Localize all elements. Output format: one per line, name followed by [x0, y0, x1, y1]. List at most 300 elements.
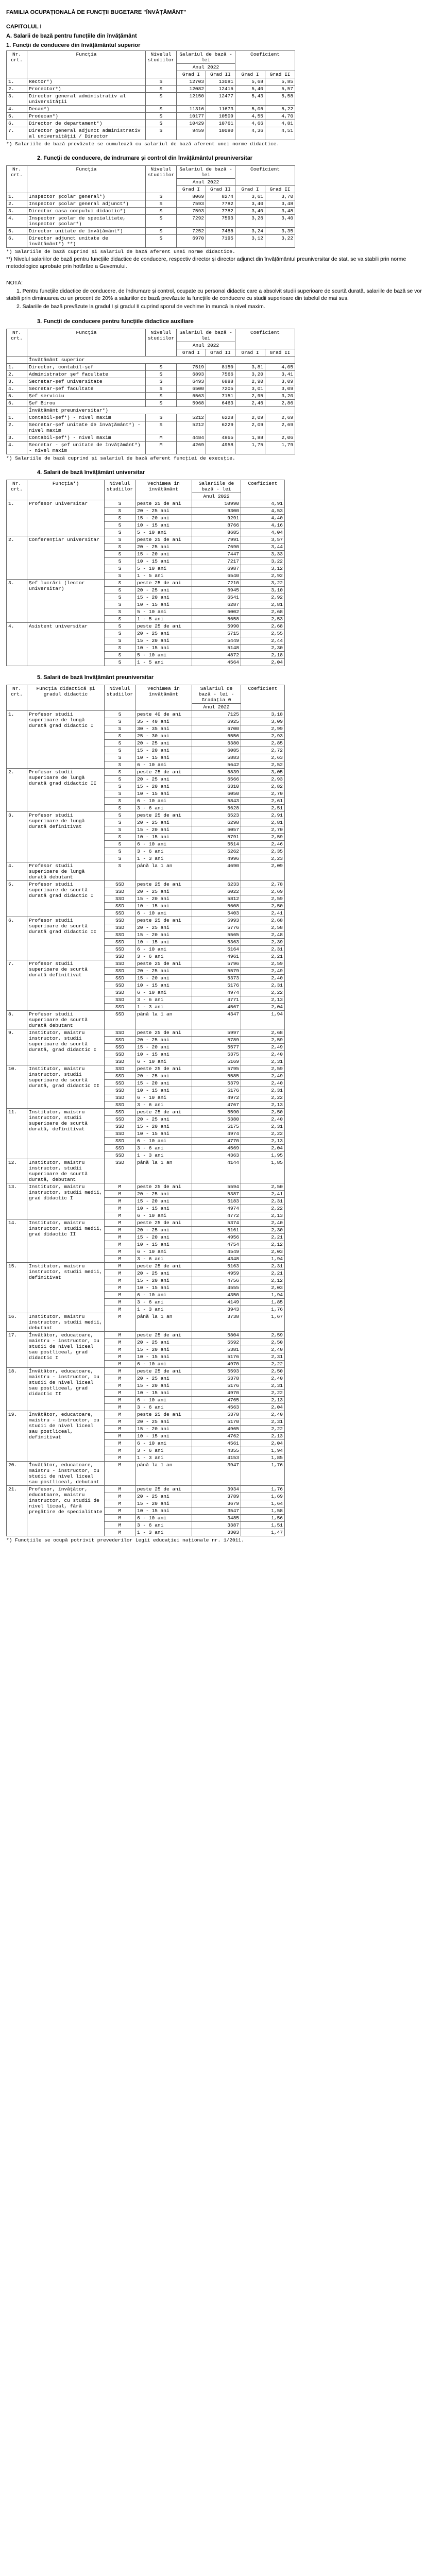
table-row [7, 106, 295, 113]
row-function: Învățător, educatoare, maistru - instructor, cu studii de nivel liceal sau postliceal, definitivat [27, 1411, 105, 1462]
row-coefficient: 2,48 [241, 931, 285, 939]
row-function: Institutor, maistru instructor, studii superioare de scurtă durată, grad didactic II [27, 1065, 105, 1109]
row-studies: M [105, 1433, 135, 1440]
row-studies: SSD [105, 931, 135, 939]
table-cell: 5968 [177, 400, 206, 407]
row-coefficient: 1,76 [241, 1306, 285, 1313]
table-cell: 4,81 [265, 120, 295, 127]
table-cell: 9459 [177, 127, 206, 140]
row-salary: 5804 [192, 1332, 241, 1339]
row-salary: 5608 [192, 903, 241, 910]
table-cell: 5,43 [235, 93, 265, 106]
row-function: Profesor studii superioare de scurtă durată grad didactic I [27, 881, 105, 917]
table-cell: 2,69 [265, 414, 295, 421]
table-cell: 13081 [206, 78, 235, 86]
row-seniority: 15 - 20 ani [135, 1346, 192, 1353]
header-studies: Nivelul studiilor [146, 329, 177, 357]
row-studies: SSD [105, 1029, 135, 1037]
header-nr: Nr. crt. [7, 51, 27, 78]
table-cell: S [146, 113, 177, 120]
row-seniority: 20 - 25 ani [135, 888, 192, 895]
table-cell: 3,01 [235, 385, 265, 393]
row-seniority: 20 - 25 ani [135, 1037, 192, 1044]
table-cell: 5,40 [235, 86, 265, 93]
table-cell: 10080 [206, 127, 235, 140]
row-seniority: 6 - 10 ani [135, 1440, 192, 1447]
header-coefficient: Coeficient [235, 329, 295, 349]
row-coefficient: 2,31 [241, 1382, 285, 1389]
table-cell: 5212 [177, 414, 206, 421]
table-row [7, 378, 295, 385]
row-seniority: 15 - 20 ani [135, 1123, 192, 1130]
row-salary: 5170 [192, 1418, 241, 1426]
row-salary: 5381 [192, 1346, 241, 1353]
row-studies: S [105, 558, 135, 565]
table-row [7, 228, 295, 235]
table-cell: M [146, 442, 177, 454]
table-cell: Prodecan*) [27, 113, 146, 120]
row-function: Institutor, maistru instructor, studii superioare de scurtă durată, debutant [27, 1159, 105, 1183]
row-salary: 5176 [192, 1087, 241, 1094]
header-row [7, 480, 285, 493]
row-studies: S [105, 783, 135, 790]
row-coefficient: 2,53 [241, 616, 285, 623]
table-row [7, 1219, 285, 1227]
row-salary: 5378 [192, 1411, 241, 1418]
row-salary: 4772 [192, 1212, 241, 1219]
table-cell: S [146, 378, 177, 385]
row-coefficient: 2,40 [241, 1411, 285, 1418]
table-row [7, 1486, 285, 1493]
table-row [7, 1462, 285, 1486]
row-seniority: 15 - 20 ani [135, 515, 192, 522]
row-salary: 6987 [192, 565, 241, 572]
row-salary: 5715 [192, 630, 241, 637]
row-nr: 10. [7, 1065, 27, 1109]
table-cell: 4958 [206, 442, 235, 454]
row-salary: 5843 [192, 798, 241, 805]
table-cell: 2,90 [235, 378, 265, 385]
table-cell: 2,09 [235, 421, 265, 434]
group-row [7, 407, 295, 414]
row-coefficient: 4,40 [241, 515, 285, 522]
row-seniority: 3 - 6 ani [135, 1404, 192, 1411]
row-seniority: 10 - 15 ani [135, 754, 192, 761]
row-coefficient: 2,40 [241, 975, 285, 982]
row-coefficient: 2,61 [241, 798, 285, 805]
row-studies: SSD [105, 1044, 135, 1051]
header-year: Anul 2022 [192, 493, 241, 500]
row-nr: 6. [7, 917, 27, 960]
row-salary: 4974 [192, 989, 241, 996]
row-salary: 5642 [192, 761, 241, 769]
table-cell: 3,61 [235, 193, 265, 200]
row-seniority: 20 - 25 ani [135, 1339, 192, 1346]
row-coefficient: 2,31 [241, 1353, 285, 1361]
group-row [7, 357, 295, 364]
row-function: Institutor, maistru instructor, studii medii, grad didactic II [27, 1219, 105, 1263]
row-coefficient: 2,49 [241, 1073, 285, 1080]
row-studies: S [105, 536, 135, 544]
table-cell: S [146, 414, 177, 421]
row-salary: 5449 [192, 637, 241, 645]
row-salary: 3738 [192, 1313, 241, 1332]
row-studies: S [105, 645, 135, 652]
row-studies: S [105, 551, 135, 558]
table-row [7, 1263, 285, 1270]
table-row [7, 769, 285, 776]
row-studies: SSD [105, 1051, 135, 1058]
row-studies: SSD [105, 1130, 135, 1138]
table-cell: 10761 [206, 120, 235, 127]
table-cell: 4,05 [265, 364, 295, 371]
row-coefficient: 2,59 [241, 834, 285, 841]
row-seniority: peste 25 de ani [135, 1332, 192, 1339]
row-coefficient: 2,78 [241, 881, 285, 888]
row-seniority: 1 - 5 ani [135, 572, 192, 580]
row-seniority: 15 - 20 ani [135, 1382, 192, 1389]
header-nr: Nr. crt. [7, 166, 27, 193]
row-coefficient: 2,40 [241, 1219, 285, 1227]
row-seniority: 20 - 25 ani [135, 507, 192, 515]
row-seniority: 6 - 10 ani [135, 1292, 192, 1299]
row-nr: 15. [7, 1263, 27, 1313]
row-salary: 4555 [192, 1284, 241, 1292]
table-cell: 8274 [206, 193, 235, 200]
table-university-salaries [6, 480, 285, 666]
row-studies: S [105, 637, 135, 645]
table-cell: 12477 [206, 93, 235, 106]
row-coefficient: 2,85 [241, 740, 285, 747]
table-cell: 3,09 [265, 378, 295, 385]
table-row [7, 1109, 285, 1116]
table-3-footnote: *) Salariile de bază cuprind și salariul de bază aferent funcției de execuție. [6, 455, 235, 461]
table-cell: 4. [7, 106, 27, 113]
table-cell: 3,35 [265, 228, 295, 235]
row-studies: S [105, 515, 135, 522]
row-studies: SSD [105, 1094, 135, 1101]
row-seniority: 15 - 20 ani [135, 1234, 192, 1241]
row-studies: S [105, 761, 135, 769]
header-grade: Grad II [206, 71, 235, 78]
row-salary: 5577 [192, 1044, 241, 1051]
table-cell: Rector*) [27, 78, 146, 86]
table-cell: 5,57 [265, 86, 295, 93]
table-row [7, 215, 295, 228]
row-salary: 5387 [192, 1191, 241, 1198]
table-cell: 6500 [177, 385, 206, 393]
table-cell: 3. [7, 208, 27, 215]
row-salary: 3943 [192, 1306, 241, 1313]
row-nr: 3. [7, 580, 27, 623]
table-row [7, 1011, 285, 1029]
row-nr: 11. [7, 1109, 27, 1159]
table-cell: 6229 [206, 421, 235, 434]
table-cell: Administrator șef facultate [27, 371, 146, 378]
row-coefficient: 2,04 [241, 1440, 285, 1447]
row-studies: M [105, 1447, 135, 1454]
row-seniority: 10 - 15 ani [135, 645, 192, 652]
row-coefficient: 1,85 [241, 1159, 285, 1183]
row-seniority: 3 - 6 ani [135, 805, 192, 812]
row-coefficient: 4,16 [241, 522, 285, 529]
table-cell: 3,81 [235, 364, 265, 371]
table-cell: S [146, 127, 177, 140]
row-salary: 4970 [192, 1389, 241, 1397]
table-row [7, 120, 295, 127]
row-studies: SSD [105, 989, 135, 996]
row-coefficient: 2,50 [241, 1109, 285, 1116]
row-nr: 17. [7, 1332, 27, 1368]
table-cell: Secretar-șef unitate de învățământ*) - nivel maxim [27, 421, 146, 434]
table-cell: 6228 [206, 414, 235, 421]
table-row [7, 364, 295, 371]
table-cell: Director, contabil-șef [27, 364, 146, 371]
row-studies: SSD [105, 1123, 135, 1130]
row-seniority: 6 - 10 ani [135, 946, 192, 953]
row-seniority: 20 - 25 ani [135, 1116, 192, 1123]
row-function: Șef lucrări (lector universitar) [27, 580, 105, 623]
row-coefficient: 1,94 [241, 1011, 285, 1029]
row-studies: M [105, 1375, 135, 1382]
table-cell: 4,36 [235, 127, 265, 140]
row-seniority: 10 - 15 ani [135, 1284, 192, 1292]
row-coefficient: 2,40 [241, 1375, 285, 1382]
row-coefficient: 2,30 [241, 1227, 285, 1234]
row-seniority: 3 - 6 ani [135, 1447, 192, 1454]
table-cell: Director general adjunct administrativ al universității / Director [27, 127, 146, 140]
row-salary: 5628 [192, 805, 241, 812]
row-coefficient: 2,70 [241, 826, 285, 834]
header-studies: Nivelul studiilor [146, 166, 177, 193]
row-studies: S [105, 587, 135, 594]
header-function: Funcția [27, 166, 146, 193]
row-salary: 5374 [192, 1219, 241, 1227]
row-function: Institutor, maistru instructor, studii superioare de scurtă durată, definitivat [27, 1109, 105, 1159]
table-cell: Director adjunct unitate de învățământ*) **) [27, 235, 146, 248]
row-studies: SSD [105, 1080, 135, 1087]
row-coefficient: 2,30 [241, 645, 285, 652]
row-studies: SSD [105, 881, 135, 888]
row-function: Învățător, educatoare, maistru - instructor, cu studii de nivel liceal sau postliceal, grad didactic I [27, 1332, 105, 1368]
row-seniority: până la 1 an [135, 862, 192, 881]
row-coefficient: 2,31 [241, 1123, 285, 1130]
table-cell: 3,48 [265, 208, 295, 215]
table-row [7, 623, 285, 630]
header-studies: Nivelul studiilor [146, 51, 177, 78]
row-studies: S [105, 798, 135, 805]
table-preuniversity-salaries [6, 685, 285, 1536]
row-function: Profesor studii superioare de scurtă durată definitivat [27, 960, 105, 1011]
row-studies: S [105, 616, 135, 623]
table-row [7, 1159, 285, 1183]
row-salary: 4690 [192, 862, 241, 881]
table-cell: 1,79 [265, 442, 295, 454]
row-coefficient: 2,59 [241, 1332, 285, 1339]
row-coefficient: 4,04 [241, 529, 285, 536]
table-cell: 2,86 [265, 400, 295, 407]
row-salary: 5176 [192, 982, 241, 989]
row-coefficient: 2,68 [241, 623, 285, 630]
row-salary: 5658 [192, 616, 241, 623]
row-seniority: 10 - 15 ani [135, 1241, 192, 1248]
row-studies: S [105, 659, 135, 666]
row-coefficient: 2,13 [241, 1212, 285, 1219]
row-seniority: 6 - 10 ani [135, 1248, 192, 1256]
row-coefficient: 1,94 [241, 1447, 285, 1454]
row-studies: SSD [105, 1058, 135, 1065]
header-row [7, 166, 295, 179]
row-salary: 4956 [192, 1234, 241, 1241]
table-cell: 5,22 [265, 106, 295, 113]
table-cell: 3,40 [265, 215, 295, 228]
table-row [7, 1313, 285, 1332]
section-5-heading: 5. Salarii de bază învățământ preuniversitar [37, 674, 154, 681]
row-salary: 4872 [192, 652, 241, 659]
table-management-higher-ed [6, 50, 295, 140]
table-cell: 6. [7, 400, 27, 407]
row-salary: 4756 [192, 1277, 241, 1284]
table-cell: S [146, 120, 177, 127]
table-cell: 4,70 [265, 113, 295, 120]
row-studies: M [105, 1256, 135, 1263]
row-coefficient: 2,13 [241, 996, 285, 1004]
row-seniority: peste 25 de ani [135, 1065, 192, 1073]
row-coefficient: 2,58 [241, 924, 285, 931]
table-row [7, 536, 285, 544]
row-studies: S [105, 608, 135, 616]
table-row [7, 862, 285, 881]
table-cell: 3,20 [235, 371, 265, 378]
table-cell: 5. [7, 113, 27, 120]
row-salary: 5594 [192, 1183, 241, 1191]
row-coefficient: 2,46 [241, 841, 285, 848]
header-year: Anul 2022 [177, 64, 235, 71]
row-seniority: peste 25 de ani [135, 960, 192, 968]
row-salary: 3789 [192, 1493, 241, 1500]
row-nr: 12. [7, 1159, 27, 1183]
row-salary: 4348 [192, 1256, 241, 1263]
row-coefficient: 2,12 [241, 1277, 285, 1284]
row-salary: 5593 [192, 1368, 241, 1375]
row-studies: M [105, 1411, 135, 1418]
row-salary: 5164 [192, 946, 241, 953]
header-seniority: Vechimea în învățământ [135, 480, 192, 500]
row-studies: SSD [105, 895, 135, 903]
row-coefficient: 2,50 [241, 903, 285, 910]
row-salary: 5379 [192, 1080, 241, 1087]
row-salary: 5514 [192, 841, 241, 848]
row-coefficient: 2,40 [241, 1116, 285, 1123]
row-seniority: peste 25 de ani [135, 1486, 192, 1493]
row-studies: S [105, 718, 135, 725]
row-seniority: 1 - 3 ani [135, 1306, 192, 1313]
row-salary: 4961 [192, 953, 241, 960]
row-salary: 5812 [192, 895, 241, 903]
row-salary: 3387 [192, 1522, 241, 1529]
row-seniority: 10 - 15 ani [135, 1051, 192, 1058]
table-cell: S [146, 400, 177, 407]
row-nr: 2. [7, 536, 27, 580]
row-salary: 6380 [192, 740, 241, 747]
row-salary: 4974 [192, 1205, 241, 1212]
row-studies: S [105, 652, 135, 659]
row-coefficient: 2,40 [241, 1051, 285, 1058]
header-salary: Salariul de bază - lei [177, 51, 235, 64]
header-salary: Salariul de bază - lei [177, 329, 235, 342]
row-coefficient: 2,93 [241, 776, 285, 783]
group-label: Învățământ preuniversitar*) [27, 407, 295, 414]
table-cell: 5212 [177, 421, 206, 434]
row-salary: 4965 [192, 1426, 241, 1433]
row-seniority: 3 - 6 ani [135, 953, 192, 960]
row-studies: M [105, 1212, 135, 1219]
row-salary: 10990 [192, 500, 241, 507]
table-row [7, 500, 285, 507]
table-row [7, 1029, 285, 1037]
row-seniority: 10 - 15 ani [135, 1130, 192, 1138]
table-cell: 6888 [206, 378, 235, 385]
row-coefficient: 1,85 [241, 1454, 285, 1462]
row-seniority: 15 - 20 ani [135, 975, 192, 982]
table-cell: Inspector școlar general adjunct*) [27, 200, 146, 208]
table-cell: 3,09 [265, 385, 295, 393]
row-studies: SSD [105, 924, 135, 931]
table-row [7, 200, 295, 208]
row-coefficient: 2,92 [241, 572, 285, 580]
row-seniority: 10 - 15 ani [135, 558, 192, 565]
row-seniority: peste 25 de ani [135, 500, 192, 507]
row-seniority: peste 25 de ani [135, 769, 192, 776]
row-coefficient: 2,81 [241, 819, 285, 826]
row-coefficient: 3,22 [241, 558, 285, 565]
row-studies: SSD [105, 1037, 135, 1044]
row-seniority: 15 - 20 ani [135, 1277, 192, 1284]
row-coefficient: 1,64 [241, 1500, 285, 1507]
row-studies: S [105, 740, 135, 747]
table-cell: 1. [7, 364, 27, 371]
row-studies: M [105, 1486, 135, 1493]
row-studies: S [105, 834, 135, 841]
row-coefficient: 1,58 [241, 1507, 285, 1515]
row-salary: 6556 [192, 733, 241, 740]
table-cell: 7488 [206, 228, 235, 235]
table-row [7, 580, 285, 587]
row-salary: 4762 [192, 1433, 241, 1440]
nota-paragraph-1: 1. Pentru funcțiile didactice de conducere, de îndrumare și control, ocupate cu personal didactic care a absolvit studii superioare de scurtă durată, salariile de bază se vor stabili prin diminuarea cu un procent de 20% a salariilor de bază prevăzute la funcțiile de conducere cu studii superioare din tabelul de mai sus. [6, 288, 422, 301]
row-studies: S [105, 862, 135, 881]
row-salary: 6523 [192, 812, 241, 819]
row-studies: M [105, 1368, 135, 1375]
row-salary: 8685 [192, 529, 241, 536]
row-seniority: 15 - 20 ani [135, 931, 192, 939]
row-studies: S [105, 594, 135, 601]
row-salary: 5791 [192, 834, 241, 841]
row-salary: 5565 [192, 931, 241, 939]
row-salary: 4770 [192, 1138, 241, 1145]
table-row [7, 960, 285, 968]
row-studies: SSD [105, 946, 135, 953]
header-grade: Grad II [265, 186, 295, 193]
table-cell: S [146, 228, 177, 235]
row-seniority: 5 - 10 ani [135, 652, 192, 659]
table-row [7, 1183, 285, 1191]
chapter-label: CAPITOLUL I [6, 24, 42, 30]
row-salary: 4363 [192, 1152, 241, 1159]
row-seniority: 20 - 25 ani [135, 968, 192, 975]
row-studies: M [105, 1404, 135, 1411]
row-coefficient: 2,31 [241, 982, 285, 989]
